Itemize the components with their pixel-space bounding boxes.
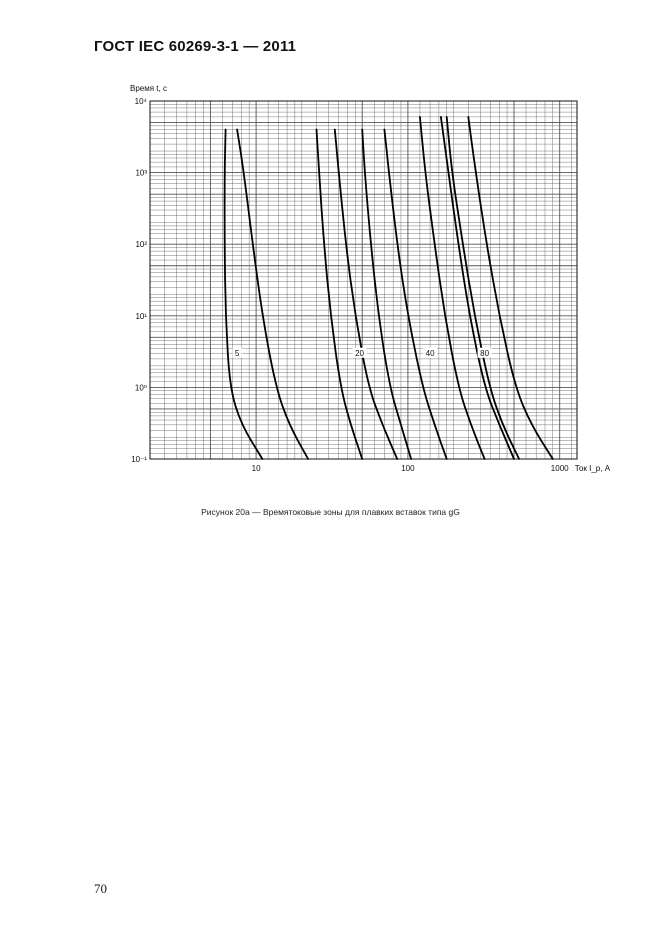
curve-label-5: 5	[234, 349, 240, 359]
x-tick-label: 10	[251, 464, 261, 473]
curve-unlabeled-max	[468, 117, 553, 459]
y-axis-title: Время t, с	[130, 84, 167, 93]
curve-label-80: 80	[480, 349, 490, 359]
y-tick-label: 10⁴	[134, 97, 147, 106]
chart-curves	[225, 117, 553, 459]
x-tick-labels	[252, 464, 570, 473]
figure-caption: Рисунок 20а — Времятоковые зоны для плавких вставок типа gG	[201, 507, 460, 517]
page-number: 70	[94, 881, 107, 896]
curve-unlabeled-min	[447, 117, 519, 459]
x-axis-title: Ток I_p, А	[574, 464, 611, 473]
x-tick-label: 1000	[550, 464, 569, 473]
y-tick-label: 10²	[135, 240, 147, 250]
y-tick-label: 10⁻¹	[131, 455, 147, 464]
y-tick-labels	[131, 97, 147, 464]
curve-label-20: 20	[355, 349, 364, 359]
y-tick-label: 10⁰	[134, 383, 147, 393]
curve-label-40: 40	[425, 349, 435, 359]
document-header: ГОСТ IEC 60269-3-1 — 2011	[94, 38, 297, 55]
y-tick-label: 10³	[135, 168, 147, 178]
y-tick-label: 10¹	[135, 311, 147, 321]
x-tick-label: 100	[401, 464, 415, 473]
